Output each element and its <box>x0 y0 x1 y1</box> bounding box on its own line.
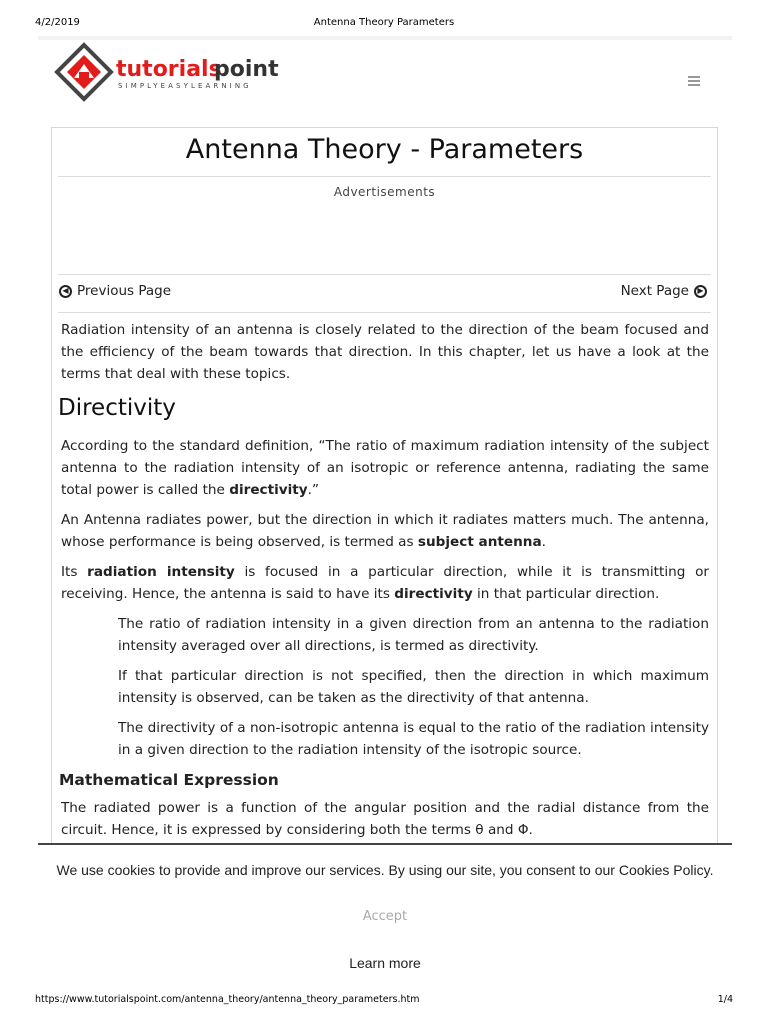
article <box>51 127 718 847</box>
mathematical-expression-heading: Mathematical Expression <box>59 771 279 789</box>
page-title: Antenna Theory - Parameters <box>185 134 584 165</box>
previous-page-link[interactable] <box>59 283 171 299</box>
print-header <box>0 17 768 31</box>
note-item: If that particular direction is not specified, then the direction in which maximum intensity is observed, can be taken as the directivity of that antenna. <box>118 668 709 706</box>
note-item: The ratio of radiation intensity in a given direction from an antenna to the radiation intensity averaged over all directions, is termed as directivity. <box>118 616 709 654</box>
cookie-message: We use cookies to provide and improve our services. By using our site, you consent to our Cookies Policy. <box>56 862 714 878</box>
hamburger-menu-icon[interactable] <box>688 76 700 86</box>
math-paragraph: The radiated power is a function of the angular position and the radial distance from the circuit. Hence, it is expressed by considering both the terms θ and Φ. <box>61 800 709 838</box>
print-footer <box>0 994 768 1008</box>
arrow-right-circle-icon: ▶ <box>694 285 707 298</box>
logo-emblem-icon <box>57 45 111 99</box>
article-body <box>58 319 709 847</box>
note-item: The directivity of a non-isotropic antenna is equal to the ratio of the radiation intensity in a given direction to the radiation intensity of the isotropic source. <box>118 720 709 758</box>
brand-tagline: SIMPLYEASYLEARNING <box>118 82 252 90</box>
cookie-banner <box>38 843 732 991</box>
page-navigation <box>59 283 707 303</box>
site-header <box>38 36 732 108</box>
brand-name-red: tutorials <box>116 57 222 82</box>
brand-name-dark: point <box>214 57 279 82</box>
next-page-label: Next Page <box>620 283 689 299</box>
tutorialspoint-logo[interactable] <box>52 42 282 104</box>
divider <box>58 274 711 275</box>
page-url: https://www.tutorialspoint.com/antenna_theory/antenna_theory_parameters.htm <box>35 994 420 1005</box>
intro-paragraph: Radiation intensity of an antenna is closely related to the direction of the beam focused and the efficiency of the beam towards that direction. In this chapter, let us have a look at the terms that deal with these topics. <box>61 322 709 382</box>
directivity-notes <box>61 613 709 761</box>
print-title: Antenna Theory Parameters <box>313 17 455 28</box>
arrow-left-circle-icon: ◀ <box>59 285 72 298</box>
divider <box>58 176 711 177</box>
directivity-heading: Directivity <box>58 395 176 421</box>
radiation-intensity-paragraph: Its radiation intensity is focused in a particular direction, while it is transmitting or receiving. Hence, the antenna is said to have its directivity in that particular direction. <box>61 564 709 602</box>
learn-more-link[interactable]: Learn more <box>349 955 421 971</box>
previous-page-label: Previous Page <box>77 283 172 299</box>
divider <box>58 312 711 313</box>
next-page-link[interactable] <box>621 283 707 299</box>
subject-antenna-paragraph: An Antenna radiates power, but the direction in which it radiates matters much. The antenna, whose performance is being observed, is termed as subject antenna. <box>61 512 709 550</box>
directivity-definition: According to the standard definition, “The ratio of maximum radiation intensity of the subject antenna to the radiation intensity of an isotropic or reference antenna, radiating the same total power is called the directivity.” <box>61 438 709 498</box>
page-number: 1/4 <box>717 994 733 1005</box>
advertisements-label: Advertisements <box>333 185 436 199</box>
print-date: 4/2/2019 <box>35 17 80 28</box>
accept-cookies-button[interactable]: Accept <box>362 909 408 924</box>
